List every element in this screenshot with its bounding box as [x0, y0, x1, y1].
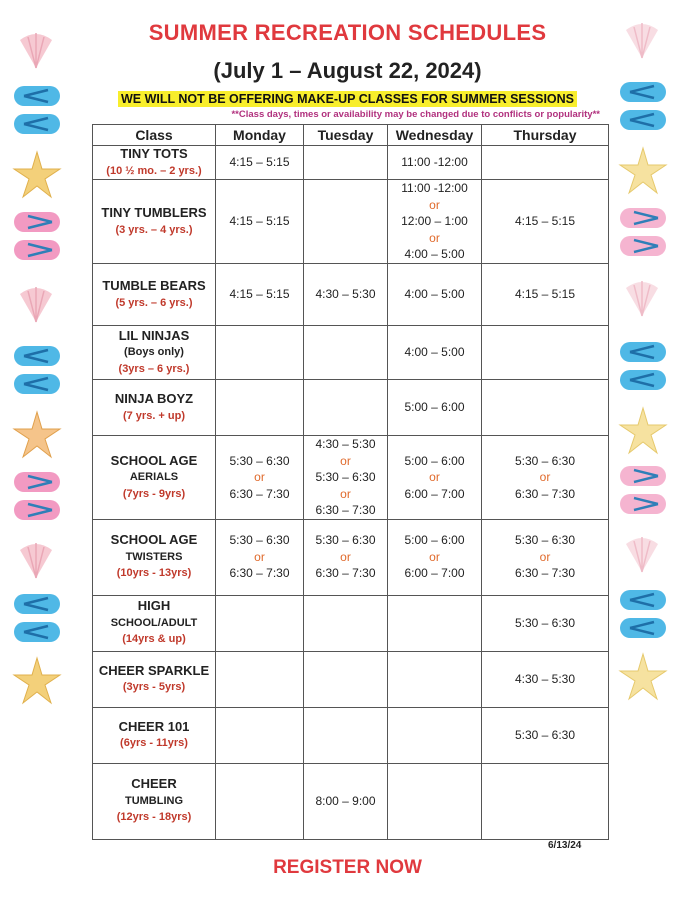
- table-row: [93, 595, 609, 651]
- starfish-icon: [12, 410, 62, 460]
- time-cell-tue: [304, 651, 388, 707]
- flipflop-icon: [618, 206, 670, 262]
- time-slot: 5:00 – 6:00: [404, 400, 465, 415]
- time-cell-wed: [388, 707, 482, 763]
- table-row: [93, 651, 609, 707]
- register-now-link[interactable]: REGISTER NOW: [273, 857, 422, 878]
- or-label: or: [429, 549, 440, 564]
- table-row: [93, 707, 609, 763]
- time-slot: 4:15 – 5:15: [514, 287, 576, 302]
- time-cell-tue: [304, 763, 388, 839]
- flipflop-icon: [618, 464, 670, 520]
- shell-icon: [620, 532, 664, 576]
- or-label: or: [254, 549, 265, 564]
- table-row: [93, 380, 609, 436]
- time-slot: 6:00 – 7:00: [404, 486, 465, 501]
- class-name: CHEER: [131, 776, 177, 792]
- time-cell-mon: [216, 707, 304, 763]
- time-slot: 5:30 – 6:30: [514, 615, 576, 630]
- class-name: TUMBLE BEARS: [102, 278, 206, 293]
- time-cell-mon: [216, 180, 304, 264]
- time-slot: 4:00 – 5:00: [404, 287, 465, 302]
- class-name: SCHOOL AGE: [110, 452, 198, 468]
- class-age-range: (7 yrs. + up): [122, 409, 186, 422]
- class-age-range: (3 yrs. – 4 yrs.): [115, 223, 193, 236]
- class-name: TINY TUMBLERS: [101, 205, 207, 220]
- time-slot: 8:00 – 9:00: [315, 793, 376, 808]
- time-slot: 5:30 – 6:30: [315, 533, 376, 548]
- time-cell-thu: [482, 595, 609, 651]
- table-header-row: [93, 125, 609, 146]
- or-label: or: [340, 549, 351, 564]
- shell-icon: [620, 276, 664, 320]
- time-slot: 5:30 – 6:30: [514, 727, 576, 742]
- flipflop-icon: [618, 588, 670, 644]
- page-title: SUMMER RECREATION SCHEDULES: [148, 20, 547, 45]
- starfish-icon: [12, 656, 62, 706]
- class-cell: [93, 651, 216, 707]
- class-name: CHEER SPARKLE: [98, 662, 210, 678]
- time-slot: 4:30 – 5:30: [315, 437, 376, 451]
- class-age-range: (10 ½ mo. – 2 yrs.): [106, 164, 202, 177]
- or-label: or: [539, 470, 551, 484]
- revision-date: 6/13/24: [548, 840, 582, 851]
- time-cell-tue: [304, 180, 388, 264]
- class-name: LIL NINJAS: [118, 327, 190, 343]
- time-slot: 11:00 -12:00: [401, 181, 468, 196]
- date-range: (July 1 – August 22, 2024): [213, 58, 482, 83]
- time-cell-thu: [482, 707, 609, 763]
- table-row: [93, 146, 609, 180]
- time-slot: 4:00 – 5:00: [404, 247, 465, 262]
- class-age-range: (3yrs – 6 yrs.): [118, 362, 190, 375]
- class-cell: [93, 380, 216, 436]
- col-header-class: Class: [93, 125, 216, 146]
- time-cell-mon: [216, 326, 304, 380]
- time-slot: 5:30 – 6:30: [229, 533, 290, 548]
- time-cell-wed: [388, 326, 482, 380]
- or-label: or: [340, 453, 351, 468]
- time-cell-thu: [482, 651, 609, 707]
- schedule-table: [92, 124, 609, 840]
- time-slot: 6:00 – 7:00: [404, 566, 465, 581]
- table-row: [93, 180, 609, 264]
- time-cell-mon: [216, 595, 304, 651]
- time-cell-wed: [388, 519, 482, 595]
- starfish-icon: [618, 406, 668, 456]
- table-row: [93, 436, 609, 520]
- time-cell-tue: [304, 707, 388, 763]
- starfish-icon: [618, 652, 668, 702]
- no-makeup-banner: WE WILL NOT BE OFFERING MAKE-UP CLASSES FOR SUMMER SESSIONS: [118, 91, 577, 107]
- class-name: TWISTERS: [125, 550, 183, 563]
- shell-icon: [620, 18, 664, 62]
- col-header-tuesday: Tuesday: [304, 125, 388, 146]
- class-cell: [93, 264, 216, 326]
- flipflop-icon: [12, 344, 64, 400]
- class-name: TUMBLING: [124, 794, 184, 807]
- flipflop-icon: [618, 340, 670, 396]
- time-slot: 6:30 – 7:30: [315, 566, 376, 581]
- time-cell-thu: [482, 763, 609, 839]
- col-header-wednesday: Wednesday: [388, 125, 482, 146]
- flipflop-icon: [12, 470, 64, 526]
- or-label: or: [429, 197, 440, 212]
- time-cell-wed: [388, 380, 482, 436]
- time-slot: 6:30 – 7:30: [229, 566, 290, 581]
- time-slot: 6:30 – 7:30: [514, 486, 576, 501]
- time-cell-wed: [388, 264, 482, 326]
- time-cell-thu: [482, 264, 609, 326]
- class-cell: [93, 436, 216, 520]
- time-slot: 4:00 – 5:00: [404, 345, 465, 360]
- time-slot: 11:00 -12:00: [401, 155, 468, 170]
- time-slot: 6:30 – 7:30: [229, 486, 290, 501]
- time-cell-tue: [304, 380, 388, 436]
- starfish-icon: [12, 150, 62, 200]
- class-name: CHEER 101: [118, 718, 190, 734]
- time-slot: 5:00 – 6:00: [404, 533, 465, 548]
- flipflop-icon: [12, 592, 64, 648]
- class-cell: [93, 180, 216, 264]
- class-age-range: (12yrs - 18yrs): [116, 811, 192, 824]
- time-slot: 4:30 – 5:30: [514, 671, 576, 686]
- time-cell-thu: [482, 180, 609, 264]
- time-slot: 6:30 – 7:30: [514, 566, 576, 581]
- time-slot: 4:15 – 5:15: [514, 214, 576, 229]
- class-name: SCHOOL AGE: [110, 532, 198, 548]
- time-cell-wed: [388, 763, 482, 839]
- time-slot: 4:30 – 5:30: [315, 287, 376, 302]
- time-slot: 5:30 – 6:30: [229, 453, 290, 468]
- or-label: or: [539, 549, 551, 564]
- class-cell: [93, 146, 216, 180]
- or-label: or: [254, 470, 265, 484]
- time-cell-mon: [216, 380, 304, 436]
- col-header-monday: Monday: [216, 125, 304, 146]
- class-age-range: (5 yrs. – 6 yrs.): [115, 296, 193, 309]
- class-cell: [93, 763, 216, 839]
- class-age-range: (7yrs - 9yrs): [122, 487, 186, 500]
- or-label: or: [429, 230, 440, 245]
- time-slot: 6:30 – 7:30: [315, 503, 376, 517]
- time-cell-wed: [388, 436, 482, 520]
- class-cell: [93, 707, 216, 763]
- time-cell-thu: [482, 146, 609, 180]
- or-label: or: [340, 486, 351, 501]
- schedule-body: [93, 146, 609, 840]
- time-cell-thu: [482, 326, 609, 380]
- time-slot: 4:15 – 5:15: [229, 155, 290, 170]
- time-slot: 5:30 – 6:30: [514, 453, 576, 468]
- time-cell-tue: [304, 264, 388, 326]
- time-slot: 5:00 – 6:00: [404, 453, 465, 468]
- class-age-range: (6yrs - 11yrs): [120, 737, 188, 749]
- table-row: [93, 519, 609, 595]
- time-cell-tue: [304, 326, 388, 380]
- class-cell: [93, 519, 216, 595]
- time-cell-thu: [482, 380, 609, 436]
- class-age-range: (14yrs & up): [122, 633, 186, 646]
- class-cell: [93, 326, 216, 380]
- time-cell-mon: [216, 146, 304, 180]
- class-age-range: (3yrs - 5yrs): [122, 681, 186, 693]
- class-name: HIGH: [137, 598, 171, 614]
- time-cell-wed: [388, 146, 482, 180]
- table-row: [93, 326, 609, 380]
- flipflop-icon: [618, 80, 670, 136]
- time-cell-mon: [216, 436, 304, 520]
- time-cell-wed: [388, 651, 482, 707]
- time-slot: 5:30 – 6:30: [315, 470, 376, 484]
- shell-icon: [14, 282, 58, 326]
- time-cell-tue: [304, 519, 388, 595]
- time-slot: 5:30 – 6:30: [514, 533, 576, 548]
- time-cell-wed: [388, 595, 482, 651]
- class-name: AERIALS: [129, 471, 179, 483]
- shell-icon: [14, 28, 58, 72]
- time-cell-thu: [482, 519, 609, 595]
- class-age-range: (10yrs - 13yrs): [116, 567, 192, 580]
- class-name: TINY TOTS: [120, 146, 188, 161]
- availability-note: **Class days, times or availability may be changed due to conflicts or popularity**: [231, 109, 600, 120]
- time-slot: 12:00 – 1:00: [401, 214, 468, 229]
- time-cell-mon: [216, 763, 304, 839]
- time-slot: 4:15 – 5:15: [229, 287, 290, 302]
- shell-icon: [14, 538, 58, 582]
- class-name: NINJA BOYZ: [114, 391, 194, 406]
- time-cell-thu: [482, 436, 609, 520]
- table-row: [93, 264, 609, 326]
- banner-wrap: [0, 90, 695, 108]
- class-name: (Boys only): [124, 346, 184, 359]
- time-cell-tue: [304, 146, 388, 180]
- flipflop-icon: [12, 210, 64, 266]
- time-slot: 4:15 – 5:15: [229, 214, 290, 229]
- class-cell: [93, 595, 216, 651]
- time-cell-tue: [304, 436, 388, 520]
- time-cell-mon: [216, 651, 304, 707]
- class-name: SCHOOL/ADULT: [110, 616, 198, 629]
- time-cell-mon: [216, 264, 304, 326]
- starfish-icon: [618, 146, 668, 196]
- or-label: or: [429, 470, 440, 484]
- flipflop-icon: [12, 84, 64, 140]
- time-cell-tue: [304, 595, 388, 651]
- time-cell-mon: [216, 519, 304, 595]
- table-row: [93, 763, 609, 839]
- col-header-thursday: Thursday: [482, 125, 609, 146]
- time-cell-wed: [388, 180, 482, 264]
